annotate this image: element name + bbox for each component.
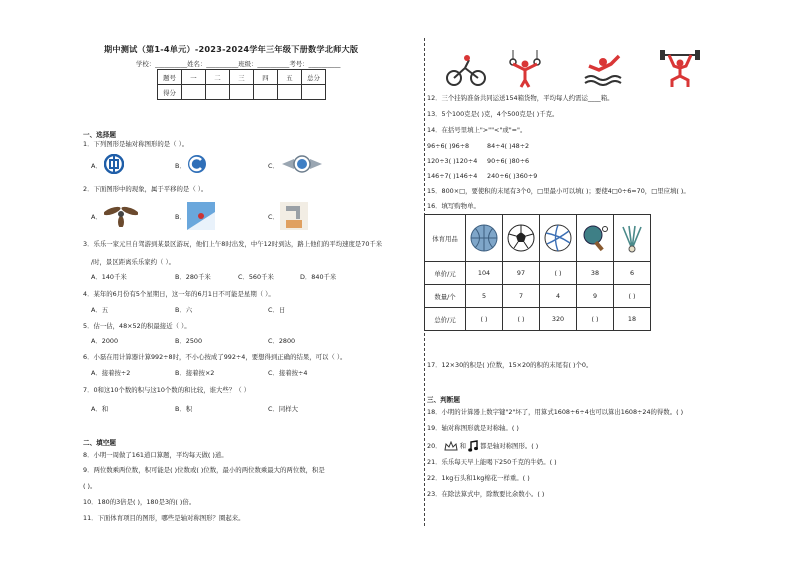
q20-and: 和 <box>459 442 467 450</box>
score-cell[interactable] <box>302 85 326 100</box>
score-table-header <box>158 70 326 85</box>
question-12: 12．三个挂钩准备共同运送154箱货物，平均每人约需运____箱。 <box>427 94 614 102</box>
football-cell <box>503 215 540 262</box>
q2-option-b: B． <box>175 213 186 221</box>
bank-logo-icon <box>104 154 124 174</box>
q14-item: 146÷7( )146÷4 <box>427 172 478 180</box>
total-cell: 18 <box>614 308 651 331</box>
shopping-table <box>424 214 651 331</box>
q2-option-c: C． <box>268 213 279 221</box>
q3-option-b: B．280千米 <box>175 273 211 281</box>
question-3-line2: /时，景区距离乐乐家约（ ）。 <box>91 258 176 266</box>
q14-item: 90÷6( )80÷6 <box>487 157 530 165</box>
goods-qty-row <box>425 285 651 308</box>
qty-cell: 7 <box>503 285 540 308</box>
qty-cell: 5 <box>466 285 503 308</box>
goods-label-items: 体育用品 <box>425 215 466 262</box>
football-icon <box>506 223 536 253</box>
score-header-cell: 五 <box>278 70 302 85</box>
goods-image-row <box>425 215 651 262</box>
weightlifting-icon <box>660 48 700 88</box>
page-title: 期中测试（第1-4单元）-2023-2024学年三年级下册数学北师大版 <box>104 44 359 54</box>
q14-item: 84÷4( )48÷2 <box>487 142 530 150</box>
music-note-icon <box>468 440 478 452</box>
section-judge-heading: 三、判断题 <box>427 396 460 404</box>
goods-price-row <box>425 262 651 285</box>
q4-option-a: A．五 <box>91 306 109 314</box>
rings-gymnastics-icon <box>507 50 543 88</box>
question-9-line1: 9．两位数乘两位数，积可能是( )位数或( )位数，最小的两位数乘最大的两位数，积是 <box>83 466 325 474</box>
goods-label-total: 总价/元 <box>425 308 466 331</box>
section-fill-heading: 二、填空题 <box>83 439 116 447</box>
total-cell: 320 <box>540 308 577 331</box>
score-header-cell: 三 <box>230 70 254 85</box>
q5-option-a: A．2000 <box>91 337 119 345</box>
goods-total-row <box>425 308 651 331</box>
q1-option-c: C． <box>268 162 279 170</box>
score-cell[interactable] <box>254 85 278 100</box>
c-logo-icon <box>187 154 207 174</box>
q7-option-c: C．同样大 <box>268 405 299 413</box>
score-cell[interactable] <box>182 85 206 100</box>
volleyball-icon <box>543 223 573 253</box>
q7-option-a: A．和 <box>91 405 109 413</box>
price-cell: 38 <box>577 262 614 285</box>
winged-badge-icon <box>280 155 324 173</box>
qty-cell: ( ) <box>614 285 651 308</box>
question-22: 22．1kg石头和1kg棉花一样重。( ) <box>427 474 530 482</box>
question-19: 19．轴对称图形就是对称轴。( ) <box>427 424 519 432</box>
swimming-icon <box>583 52 625 86</box>
question-17: 17．12×30的积是( )位数，15×20的积的末尾有( )个0。 <box>427 361 593 369</box>
q6-option-c: C．接着按÷4 <box>268 369 308 377</box>
q5-option-c: C．2800 <box>268 337 296 345</box>
question-4: 4．某年的6月份有5个星期日，这一年的6月1日不可能是星期（ ）。 <box>83 290 275 298</box>
ping-pong-paddle-icon <box>580 223 610 253</box>
q1-option-b: B． <box>175 162 186 170</box>
volleyball-cell <box>540 215 577 262</box>
score-cell[interactable] <box>206 85 230 100</box>
score-row-label: 得分 <box>158 85 182 100</box>
question-10: 10．180的3倍是( )，180是3的( )倍。 <box>83 498 196 506</box>
question-11: 11．下面体育项目的图形，哪些是轴对称图形？圈起来。 <box>83 514 245 522</box>
question-5: 5．估一估，48×52的积最接近（ ）。 <box>83 322 191 330</box>
question-21: 21．乐乐每天早上能喝下250千克的牛奶。( ) <box>427 458 557 466</box>
q3-option-a: A．140千米 <box>91 273 127 281</box>
qty-cell: 9 <box>577 285 614 308</box>
score-table <box>157 69 326 100</box>
question-20 <box>427 440 538 452</box>
score-cell[interactable] <box>278 85 302 100</box>
question-16: 16．填写购物单。 <box>427 202 480 210</box>
goods-label-price: 单价/元 <box>425 262 466 285</box>
basketball-icon <box>469 223 499 253</box>
ski-slope-image <box>187 202 215 230</box>
pingpong-cell <box>577 215 614 262</box>
question-2: 2．下面图形中的现象，属于平移的是（ ）。 <box>83 185 208 193</box>
q6-option-b: B．接着按×2 <box>175 369 215 377</box>
student-info-line: 学校：__________姓名：__________班级：__________考号：__________ <box>136 60 341 68</box>
q3-option-d: D．840千米 <box>300 273 337 281</box>
total-cell: ( ) <box>577 308 614 331</box>
qty-cell: 4 <box>540 285 577 308</box>
question-3-line1: 3．乐乐一家元旦自驾游到某景区游玩，他们上午8时出发，中午12时到达，路上他们的平均速度是70千米 <box>83 240 383 248</box>
question-7: 7．0和这10个数的积与这10个数的和比较，谁大些？（ ） <box>83 386 251 394</box>
q1-option-a: A． <box>91 162 102 170</box>
price-cell: ( ) <box>540 262 577 285</box>
q4-option-c: C．日 <box>268 306 286 314</box>
score-header-cell: 总分 <box>302 70 326 85</box>
total-cell: ( ) <box>466 308 503 331</box>
question-18: 18．小明的计算器上数字键"2"坏了，用算式1608÷6÷4也可以算出1608÷24的得数。( ) <box>427 408 684 416</box>
score-header-cell: 一 <box>182 70 206 85</box>
price-cell: 97 <box>503 262 540 285</box>
question-15: 15．800×□，要使积的末尾有3个0，□里最小可以填( )；要使4□0÷6=70，□里应填( )。 <box>427 187 690 195</box>
q14-item: 240÷6( )360÷9 <box>487 172 538 180</box>
crown-icon <box>444 441 458 451</box>
basketball-cell <box>466 215 503 262</box>
q5-option-b: B．2500 <box>175 337 203 345</box>
q20-prefix: 20． <box>427 442 442 450</box>
q6-option-a: A．接着按÷2 <box>91 369 131 377</box>
score-cell[interactable] <box>230 85 254 100</box>
q4-option-b: B．六 <box>175 306 193 314</box>
price-cell: 104 <box>466 262 503 285</box>
q2-option-a: A． <box>91 213 102 221</box>
q3-option-c: C．560千米 <box>238 273 274 281</box>
score-header-cell: 二 <box>206 70 230 85</box>
score-header-cell: 题号 <box>158 70 182 85</box>
question-13: 13．5个100克是( )克，4个500克是( )千克。 <box>427 110 559 118</box>
faucet-image <box>280 202 308 230</box>
total-cell: ( ) <box>503 308 540 331</box>
shuttlecock-icon <box>619 223 645 253</box>
q20-suffix: 都是轴对称图形。( ) <box>480 442 539 450</box>
goods-label-qty: 数量/个 <box>425 285 466 308</box>
shuttlecock-cell <box>614 215 651 262</box>
question-14: 14．在括号里填上">""<"或"="。 <box>427 126 527 134</box>
question-8: 8．小明一周做了161道口算题，平均每天做( )道。 <box>83 451 228 459</box>
section-choice-heading: 一、选择题 <box>83 131 116 139</box>
score-header-cell: 四 <box>254 70 278 85</box>
question-1: 1．下列图形是轴对称图形的是（ ）。 <box>83 140 189 148</box>
q7-option-b: B．积 <box>175 405 193 413</box>
q14-item: 120÷3( )120÷4 <box>427 157 478 165</box>
question-23: 23．在除法算式中，除数要比余数小。( ) <box>427 490 545 498</box>
question-6: 6．小磊在用计算器计算992÷8时，不小心按成了992÷4，要想得到正确的结果，可以（ ）。 <box>83 353 347 361</box>
price-cell: 6 <box>614 262 651 285</box>
score-table-row <box>158 85 326 100</box>
q14-item: 96÷6( )96÷8 <box>427 142 470 150</box>
cycling-icon <box>445 54 487 86</box>
question-9-line2: ( )。 <box>83 482 97 490</box>
ceiling-fan-icon <box>104 203 138 227</box>
